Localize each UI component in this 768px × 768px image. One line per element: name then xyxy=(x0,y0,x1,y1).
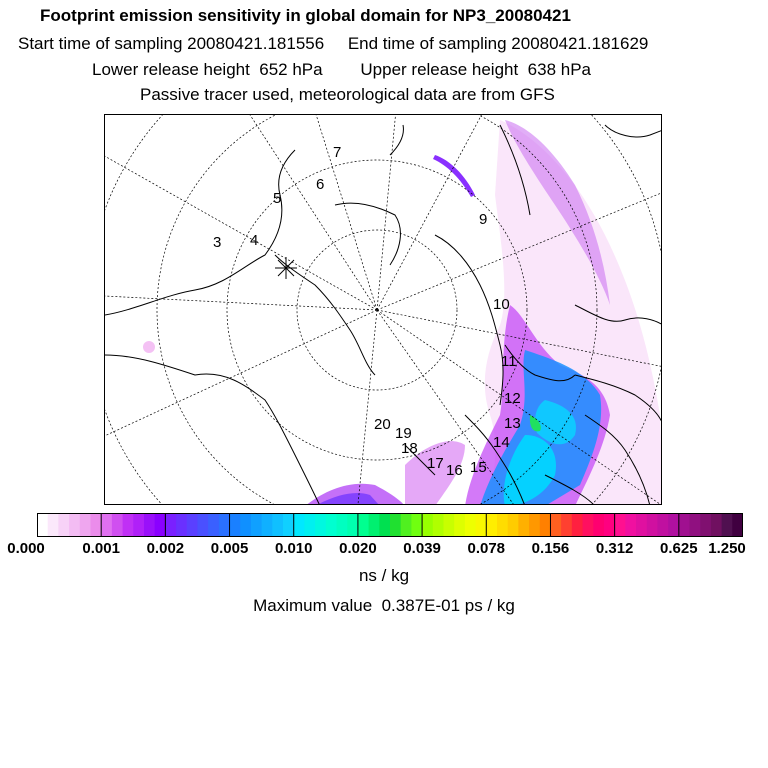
colorbar-tick-label: 0.005 xyxy=(210,540,249,557)
colorbar-swatch xyxy=(401,513,412,537)
colorbar-swatch xyxy=(411,513,422,537)
track-label: 12 xyxy=(504,390,521,407)
colorbar-swatch xyxy=(379,513,390,537)
colorbar-tick-label: 0.001 xyxy=(82,540,120,557)
track-label: 5 xyxy=(273,190,282,207)
track-label: 11 xyxy=(501,353,517,370)
track-label: 18 xyxy=(401,440,418,457)
colorbar-swatch xyxy=(518,513,529,537)
track-label: 7 xyxy=(333,144,342,161)
colorbar-unit: ns / kg xyxy=(358,566,410,585)
colorbar-swatch xyxy=(48,513,59,537)
track-label: 16 xyxy=(446,462,463,479)
colorbar-swatch xyxy=(155,513,166,537)
colorbar-swatch xyxy=(37,513,48,537)
colorbar-swatch xyxy=(550,513,561,537)
colorbar-swatch xyxy=(561,513,572,537)
colorbar-tick-label: 0.020 xyxy=(339,540,377,557)
colorbar-tick-label: 0.156 xyxy=(531,540,570,557)
map-canvas xyxy=(105,115,662,505)
track-label: 3 xyxy=(213,234,222,251)
maximum-value: Maximum value 0.387E-01 ps / kg xyxy=(253,596,515,615)
colorbar-swatch xyxy=(433,513,444,537)
polar-map xyxy=(104,114,662,505)
colorbar-tick-label: 0.039 xyxy=(403,540,441,557)
colorbar-swatch xyxy=(722,513,733,537)
track-label: 17 xyxy=(427,455,444,472)
colorbar-tick-label: 0.078 xyxy=(467,540,506,557)
colorbar-tick-label: 0.002 xyxy=(146,540,185,557)
colorbar-swatch xyxy=(240,513,251,537)
track-label: 20 xyxy=(374,416,391,433)
colorbar-swatch xyxy=(230,513,241,537)
colorbar-swatch xyxy=(572,513,583,537)
colorbar-swatch xyxy=(732,513,743,537)
track-label: 15 xyxy=(470,459,487,476)
colorbar-swatch xyxy=(197,513,208,537)
colorbar-swatch xyxy=(283,513,294,537)
colorbar-swatch xyxy=(176,513,187,537)
colorbar-swatch xyxy=(69,513,80,537)
colorbar-swatch xyxy=(144,513,155,537)
track-label: 13 xyxy=(504,415,521,432)
release-height-line: Lower release height 652 hPa Upper release height 638 hPa xyxy=(92,60,591,79)
track-label: 19 xyxy=(395,425,412,442)
colorbar-swatch xyxy=(508,513,519,537)
colorbar-swatch xyxy=(540,513,551,537)
colorbar-swatch xyxy=(486,513,497,537)
colorbar-swatch xyxy=(347,513,358,537)
colorbar-tick-label: 0.625 xyxy=(660,540,698,557)
colorbar-tick-label: 1.250 xyxy=(708,540,746,557)
colorbar-swatch xyxy=(679,513,690,537)
colorbar-swatch xyxy=(208,513,219,537)
colorbar-swatch xyxy=(90,513,101,537)
colorbar-tick-label: 0.000 xyxy=(7,540,45,557)
colorbar-swatch xyxy=(497,513,508,537)
colorbar-swatch xyxy=(700,513,711,537)
colorbar-swatch xyxy=(219,513,230,537)
colorbar-swatch xyxy=(583,513,594,537)
colorbar-swatch xyxy=(454,513,465,537)
colorbar-swatch xyxy=(668,513,679,537)
track-label: 6 xyxy=(316,176,325,193)
colorbar-swatch xyxy=(112,513,123,537)
colorbar-swatch xyxy=(251,513,262,537)
release-location-marker xyxy=(275,257,297,279)
colorbar-swatch xyxy=(657,513,668,537)
track-label: 4 xyxy=(250,232,259,249)
colorbar-swatch xyxy=(315,513,326,537)
colorbar-swatch xyxy=(272,513,283,537)
colorbar-swatch xyxy=(390,513,401,537)
colorbar-swatch xyxy=(625,513,636,537)
track-label: 9 xyxy=(479,211,488,228)
colorbar-swatch xyxy=(636,513,647,537)
track-label: 14 xyxy=(493,434,510,451)
map-title: Footprint emission sensitivity in global domain for NP3_20080421 xyxy=(40,6,571,25)
colorbar-swatch xyxy=(593,513,604,537)
colorbar-swatch xyxy=(604,513,615,537)
colorbar-swatch xyxy=(358,513,369,537)
colorbar-swatch xyxy=(80,513,91,537)
sampling-time-line: Start time of sampling 20080421.181556 End time of sampling 20080421.181629 xyxy=(18,34,649,53)
colorbar-swatch xyxy=(326,513,337,537)
colorbar-swatch xyxy=(465,513,476,537)
colorbar-swatch xyxy=(133,513,144,537)
colorbar xyxy=(37,513,743,537)
colorbar-swatch xyxy=(711,513,722,537)
colorbar-swatch xyxy=(422,513,433,537)
colorbar-swatch xyxy=(443,513,454,537)
colorbar-swatch xyxy=(187,513,198,537)
colorbar-swatch xyxy=(529,513,540,537)
tracer-info-line: Passive tracer used, meteorological data are from GFS xyxy=(140,85,555,104)
colorbar-swatch xyxy=(615,513,626,537)
colorbar-swatch xyxy=(647,513,658,537)
colorbar-swatch xyxy=(58,513,69,537)
colorbar-swatch xyxy=(294,513,305,537)
colorbar-tick-label: 0.010 xyxy=(274,540,313,557)
colorbar-swatch xyxy=(337,513,348,537)
colorbar-swatch xyxy=(123,513,134,537)
colorbar-swatch xyxy=(101,513,112,537)
colorbar-swatch xyxy=(304,513,315,537)
colorbar-swatch xyxy=(476,513,487,537)
colorbar-swatch xyxy=(165,513,176,537)
colorbar-swatch xyxy=(369,513,380,537)
colorbar-swatch xyxy=(262,513,273,537)
track-label: 10 xyxy=(493,296,510,313)
colorbar-tick-label: 0.312 xyxy=(595,540,634,557)
colorbar-swatch xyxy=(690,513,701,537)
